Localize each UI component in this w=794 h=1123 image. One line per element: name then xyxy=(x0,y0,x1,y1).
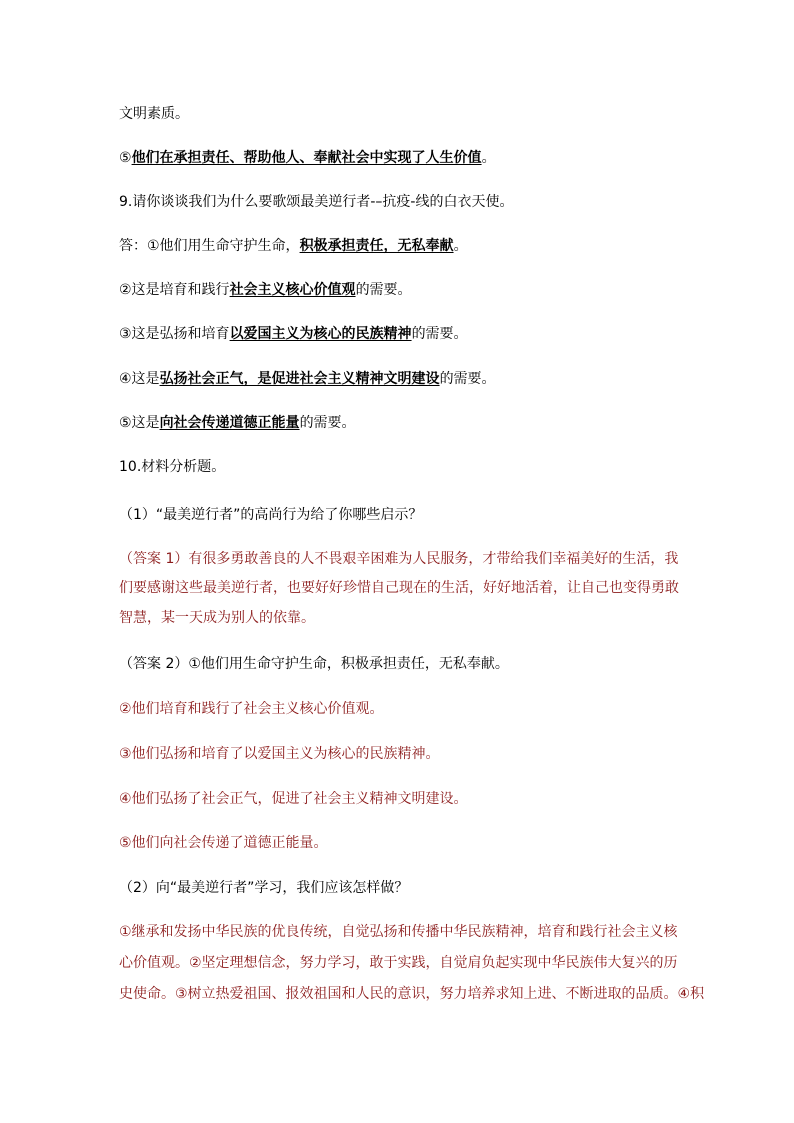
sub-question-2: （2）向“最美逆行者”学习，我们应该怎样做？ xyxy=(119,880,409,896)
text-span: ⑤ xyxy=(119,150,132,166)
answer-2-intro: （答案 2）①他们用生命守护生命，积极承担责任，无私奉献。 xyxy=(119,656,509,672)
answer-1-line: 智慧，某一天成为别人的依靠。 xyxy=(119,610,315,626)
answer-2-line: ③他们弘扬和培育了以爱国主义为核心的民族精神。 xyxy=(119,746,440,762)
text-span: ③这是弘扬和培育 xyxy=(119,326,230,342)
text-span: 的需要。 xyxy=(299,415,356,431)
bold-underlined-text: 他们在承担责任、帮助他人、奉献社会中实现了人生价值 xyxy=(131,150,482,166)
answer-3-line: 史使命。③树立热爱祖国、报效祖国和人民的意识，努力培养求知上进、不断进取的品质。④积 xyxy=(119,986,705,1002)
text-span: ④这是 xyxy=(119,371,160,387)
text-span: 的需要。 xyxy=(439,371,496,387)
text-line: 文明素质。 xyxy=(119,106,189,122)
answer-1-line: 们要感谢这些最美逆行者，也要好好珍惜自己现在的生活，好好地活着，让自己也变得勇敢 xyxy=(119,580,679,596)
text-span: 的需要。 xyxy=(411,326,468,342)
bold-underlined-text: 向社会传递道德正能量 xyxy=(159,415,300,431)
bold-underlined-text: 弘扬社会正气，是促进社会主义精神文明建设 xyxy=(159,371,440,387)
answer-2-line: ④他们弘扬了社会正气，促进了社会主义精神文明建设。 xyxy=(119,791,468,807)
answer-line xyxy=(119,236,468,256)
answer-3-line: ①继承和发扬中华民族的优良传统，自觉弘扬和传播中华民族精神，培育和践行社会主义核 xyxy=(119,924,678,940)
answer-2-line: ⑤他们向社会传递了道德正能量。 xyxy=(119,835,328,851)
bold-underlined-text: 积极承担责任，无私奉献 xyxy=(299,238,454,254)
text-line xyxy=(119,148,496,168)
answer-3-line: 心价值观。②坚定理想信念，努力学习，敢于实践，自觉肩负起实现中华民族伟大复兴的历 xyxy=(119,955,678,971)
text-span: 的需要。 xyxy=(355,282,412,298)
answer-1-line: （答案 1）有很多勇敢善良的人不畏艰辛困难为人民服务，才带给我们幸福美好的生活，我 xyxy=(119,551,679,567)
answer-line xyxy=(119,369,496,389)
text-span: 答：①他们用生命守护生命， xyxy=(119,238,300,254)
text-span: 。 xyxy=(481,150,496,166)
text-span: ⑤这是 xyxy=(119,415,160,431)
question-9: 9.请你谈谈我们为什么要歌颂最美逆行者-–抗疫-线的白衣天使。 xyxy=(119,194,514,210)
bold-underlined-text: 以爱国主义为核心的民族精神 xyxy=(229,326,412,342)
text-span: ②这是培育和践行 xyxy=(119,282,230,298)
bold-underlined-text: 社会主义核心价值观 xyxy=(229,282,356,298)
text-span: 。 xyxy=(453,238,468,254)
answer-line xyxy=(119,280,412,300)
sub-question-1: （1）“最美逆行者”的高尚行为给了你哪些启示？ xyxy=(119,507,423,523)
question-10: 10.材料分析题。 xyxy=(119,459,226,475)
answer-2-line: ②他们培育和践行了社会主义核心价值观。 xyxy=(119,701,384,717)
answer-line xyxy=(119,324,468,344)
answer-line xyxy=(119,413,356,433)
